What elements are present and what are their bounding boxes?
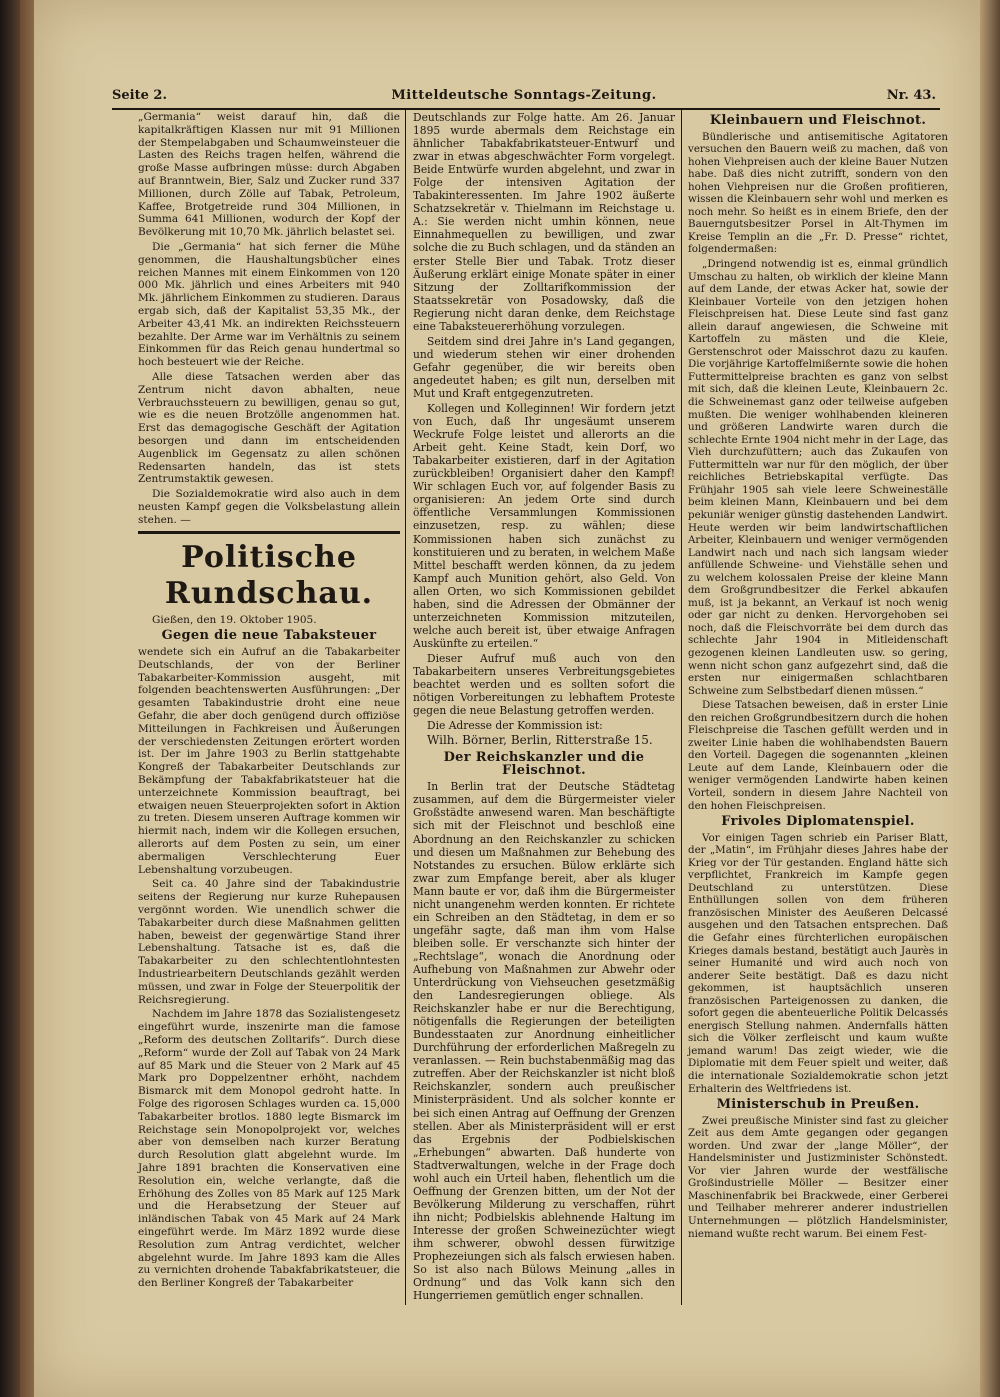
column-2	[413, 111, 675, 1304]
page-right-edge	[980, 0, 1000, 1397]
paragraph: „Germania“ weist darauf hin, daß die kapitalkräftigen Klassen nur mit 91 Millionen der Stempelabgaben und Schaumweinsteuer die Lasten des Reichs tragen helfen, während die große Masse aufbringen müsse: durch Abgaben auf Branntwein, Bier, Salz und Zucker rund 337 Millionen, durch Zölle auf Tabak, Petroleum, Kaffee, Brotgetreide rund 304 Millionen, in Summa 641 Millionen, wodurch der Kopf der Bevölkerung mit 10,70 Mk. jährlich belastet sei.	[138, 111, 400, 239]
column-1	[138, 111, 400, 1292]
page-header	[112, 88, 936, 108]
paragraph: Nachdem im Jahre 1878 das Sozialistengesetz eingeführt wurde, inszenirte man die famose „Reform des deutschen Zolltarifs“. Durch diese „Reform“ wurde der Zoll auf Tabak von 24 Mark auf 85 Mark und die Steuer von 2 Mark auf 45 Mark pro Doppelzentner erhöht, nachdem Bismarck mit dem Monopol gedroht hatte. In Folge des rigorosen Schlages wurden ca. 15,000 Tabakarbeiter brotlos. 1880 legte Bismarck im Reichstage sein Monopolprojekt vor, welches aber von demselben nach kurzer Beratung durch Resolution glatt abgelehnt wurde. Im Jahre 1891 brachten die Konservativen eine Resolution ein, welche verlangte, daß die Erhöhung des Zolles von 85 Mark auf 125 Mark und die Herabsetzung der Steuer auf inländischen Tabak von 45 Mark auf 24 Mark eingeführt werde. Im März 1892 wurde diese Resolution zum Antrag verdichtet, welcher abgelehnt wurde. Im Jahre 1893 kam die Alles zu vernichten drohende Tabakfabrikatsteuer, die den Berliner Kongreß der Tabakarbeiter	[138, 1008, 400, 1290]
paragraph: Bündlerische und antisemitische Agitatoren versuchen den Bauern weiß zu machen, daß von hohen Viehpreisen auch der kleine Bauer Nutzen habe. Daß dies nicht zutrifft, sondern von den hohen Viehpreisen nur die Großen profitieren, wissen die Kleinbauern sehr wohl und merken es noch mehr. So heißt es in einem Briefe, den der Bauerngutsbesitzer Porsel in Alt-Thymen im Kreise Templin an die „Fr. D. Presse“ richtet, folgendermaßen:	[688, 130, 948, 256]
paragraph: Die Sozialdemokratie wird also auch in dem neusten Kampf gegen die Volksbelastung allein stehen. —	[138, 488, 400, 526]
section-rule	[138, 531, 400, 534]
commission-address: Wilh. Börner, Berlin, Ritterstraße 15.	[427, 733, 653, 748]
paragraph: „Dringend notwendig ist es, einmal gründlich Umschau zu halten, ob wirklich der kleine Mann auf dem Lande, der etwas Acker hat, sowie der Kleinbauer Vorteile von den jetzigen hohen Fleischpreisen hat. Diese Leute sind fast ganz allein darauf angewiesen, die Schweine mit Kartoffeln zu mästen und die Kleie, Gerstenschrot oder Maisschrot dazu zu kaufen. Die vorjährige Kartoffelmißernte sowie die hohen Futtermittelpreise brachten es ganz von selbst mit sich, daß die kleinen Leute, Kleinbauern 2c. die Schweinemast ganz oder teilweise aufgeben mußten. Die weniger wohlhabenden kleineren und größeren Landwirte waren durch die schlechte Ernte 1904 nicht mehr in der Lage, das Vieh durchzufüttern; auch das Zukaufen von Futtermitteln war nur für den möglich, der über reichliches Betriebskapital verfügte. Das Frühjahr 1905 sah viele leere Schweineställe beim kleinen Mann, Kleinbauern und bei dem pekuniär weniger günstig dastehenden Landwirt. Heute werden wir beim landwirtschaftlichen Arbeiter, Kleinbauern und weniger vermögenden Landwirt nach und nach sich langsam wieder anfüllende Schweine- und Viehställe sehen und zu welchem kolossalen Preise der kleine Mann dem Großgrundbesitzer die Ferkel abkaufen muß, ist ja bekannt, an Verkauf ist noch wenig oder gar nicht zu denken. Hervorgehoben sei noch, daß die Fleischvorräte bei dem durch das schlechte Jahr 1904 in Mitleidenschaft gezogenen kleinen Landleuten usw. so gering, wenn nicht schon ganz aufgezehrt sind, daß die ersten nur einigermaßen schlachtbaren Schweine zum Selbstbedarf dienen müssen.“	[688, 258, 948, 697]
paragraph: Die Adresse der Kommission ist:	[427, 719, 603, 733]
issue-number: Nr. 43.	[886, 88, 936, 103]
column-divider-2	[681, 110, 682, 1305]
column-3	[688, 111, 948, 1242]
binding-edge	[20, 0, 34, 1397]
column-divider-1	[405, 110, 406, 1305]
dateline: Gießen, den 19. Oktober 1905.	[152, 613, 317, 626]
header-rule	[112, 108, 940, 110]
paragraph: In Berlin trat der Deutsche Städtetag zusammen, auf dem die Bürgermeister vieler Großstädte anwesend waren. Man beschäftigte sich mit der Fleischnot und beschloß eine Abordnung an den Reichskanzler zu schicken und diesen um Maßnahmen zur Behebung des Notstandes zu ersuchen. Bülow erklärte sich zwar zum Empfange bereit, aber als kluger Mann baute er vor, daß ihm die Bürgermeister nicht unangenehm werden konnten. Er richtete ein Schreiben an den Städtetag, in dem er so ungefähr sagte, daß man ihm vom Halse bleiben solle. Er verschanzte sich hinter der „Rechtslage“, wonach die Anordnung oder Aufhebung von Maßnahmen zur Abwehr oder Unterdrückung von Viehseuchen gesetzmäßig den Landesregierungen obliege. Als Reichskanzler habe er nur die Berechtigung, nötigenfalls die Regierungen der beteiligten Bundesstaaten zur Anordnung einheitlicher Durchführung der erforderlichen Maßregeln zu veranlassen. — Rein buchstabenmäßig mag das zutreffen. Aber der Reichskanzler ist nicht bloß Reichskanzler, sondern auch preußischer Ministerpräsident. Und als solcher konnte er bei sich einen Antrag auf Oeffnung der Grenzen stellen. Aber als Ministerpräsident will er erst das Ergebnis der Podbielskischen „Erhebungen“ abwarten. Daß hunderte von Stadtverwaltungen, welche in der Frage doch wohl auch ein Urteil haben, flehentlich um die Oeffnung der Grenzen bitten, um der Not der Bevölkerung Milderung zu verschaffen, rührt ihn nicht; Podbielskis ablehnende Haltung im Interesse der großen Schweinezüchter wiegt ihm schwerer, obwohl dessen fürwitzige Prophezeiungen sich als falsch erwiesen haben. So ist also nach Bülows Meinung „alles in Ordnung“ und das Volk kann sich den Hungerriemen gemütlich enger schnallen.	[413, 780, 675, 1303]
article-headline: Der Reichskanzler und die Fleischnot.	[443, 750, 645, 779]
paragraph: Seitdem sind drei Jahre in's Land gegangen, und wiederum stehen wir einer drohenden Gefahr gegenüber, die wir bereits oben angedeutet haben; es gilt nun, derselben mit Mut und Kraft entgegenzutreten.	[413, 334, 675, 400]
article-headline: Kleinbauern und Fleischnot.	[709, 113, 927, 128]
page-label: Seite 2.	[112, 88, 167, 103]
article-headline: Ministerschub in Preußen.	[716, 1097, 920, 1113]
book-binding	[0, 0, 20, 1397]
paragraph: Vor einigen Tagen schrieb ein Pariser Blatt, der „Matin“, im Frühjahr dieses Jahres habe der Krieg vor der Tür gestanden. England hätte sich verpflichtet, Frankreich im Kampfe gegen Deutschland zu unterstützen. Diese Enthüllungen sollen von dem früheren französischen Minister des Aeußeren Delcassé ausgehen und den Tatsachen entsprechen. Daß die Gefahr eines fürchterlichen europäischen Krieges damals bestand, bestätigt auch Jaurès in seiner Humanité und wird auch noch von anderer Seite bestätigt. Daß es dazu nicht gekommen, ist hauptsächlich unseren französischen Parteigenossen zu danken, die sofort gegen die abenteuerliche Politik Delcassés energisch Stellung nahmen. Andernfalls hätten sich die Völker zerfleischt und kaum wußte jemand warum! Das zeigt wieder, wie die Diplomatie mit dem Feuer spielt und weiter, daß die internationale Sozialdemokratie schon jetzt Erhalterin des Weltfriedens ist.	[688, 831, 948, 1095]
paragraph: Dieser Aufruf muß auch von den Tabakarbeitern unseres Verbreitungsgebietes beachtet werden und es sollten sofort die nötigen Vorbereitungen zu lebhaftem Proteste gegen die neue Belastung getroffen werden.	[413, 651, 675, 718]
paragraph: Deutschlands zur Folge hatte. Am 26. Januar 1895 wurde abermals dem Reichstage ein ähnlicher Tabakfabrikatsteuer-Entwurf und zwar in etwas abgeschwächter Form vorgelegt. Beide Entwürfe wurden abgelehnt, und zwar in Folge der intensiven Agitation der Tabakinteressenten. Im Jahre 1902 äußerte Schatzsekretär v. Thielmann im Reichstage u. A.: Sie werden nicht umhin können, neue Einnahmequellen zu bewilligen, und zwar solche die zu Buch schlagen, und da ständen an erster Stelle Bier und Tabak. Trotz dieser Äußerung erklärt einige Monate später in einer Sitzung der Zolltarifkommission der Staatssekretär von Posadowsky, daß die Regierung nicht daran denke, dem Reichstage eine Tabaksteuererhöhung vorzulegen.	[413, 111, 675, 333]
article-headline: Gegen die neue Tabaksteuer	[161, 628, 377, 644]
article-headline: Frivoles Diplomatenspiel.	[721, 814, 915, 830]
paragraph: wendete sich ein Aufruf an die Tabakarbeiter Deutschlands, der von der Berliner Tabakarbeiter-Kommission ausgeht, mit folgenden beachtenswerten Ausführungen: „Der gesamten Tabakindustrie droht eine neue Gefahr, die aber doch genügend durch offiziöse Mitteilungen in Fachkreisen und Äußerungen der verschiedensten Zeitungen erörtert worden ist. Der im Jahre 1903 zu Berlin stattgehabte Kongreß der Tabakarbeiter Deutschlands zur Bekämpfung der Tabakfabrikatsteuer hat die unterzeichnete Kommission beauftragt, bei etwaigen neuen Steuerprojekten sofort in Aktion zu treten. Diesem unseren Auftrage kommen wir hiermit nach, indem wir die Kollegen ersuchen, allerorts auf dem Posten zu sein, um einer abermaligen Verschlechterung Euer Lebenshaltung vorzubeugen.	[138, 646, 400, 876]
section-title: Politische Rundschau.	[164, 539, 374, 611]
paragraph: Alle diese Tatsachen werden aber das Zentrum nicht davon abhalten, neue Verbrauchssteuern zu bewilligen, genau so gut, wie es die neuen Brotzölle angenommen hat. Erst das demagogische Geschäft der Agitation besorgen und dann im entscheidenden Augenblick im Gegensatz zu allen schönen Redensarten handeln, das ist stets Zentrumstaktik gewesen.	[138, 370, 400, 486]
paragraph: Seit ca. 40 Jahre sind der Tabakindustrie seitens der Regierung nur kurze Ruhepausen vergönnt worden. Wie unendlich schwer die Tabakarbeiter durch diese Maßnahmen gelitten haben, beweist der gegenwärtige Stand ihrer Lebenshaltung. Tatsache ist es, daß die Tabakarbeiter zu den schlechtentlohntesten Industriearbeitern Deutschlands gezählt werden müssen, und zwar in Folge der Steuerpolitik der Reichsregierung.	[138, 878, 400, 1006]
paper-title: Mitteldeutsche Sonntags-Zeitung.	[391, 88, 657, 103]
paragraph: Diese Tatsachen beweisen, daß in erster Linie den reichen Großgrundbesitzern durch die hohen Fleischpreise die Taschen gefüllt werden und in zweiter Linie haben die wohlhabendsten Bauern den Vorteil. Dagegen die sogenannten „kleinen Leute auf dem Lande, Kleinbauern oder die weniger vermögenden Landwirte haben keinen Vorteil, sondern in diesem Jahre Nachteil von den hohen Fleischpreisen.	[688, 699, 948, 812]
paragraph: Kollegen und Kolleginnen! Wir fordern jetzt von Euch, daß Ihr ungesäumt unserem Weckrufe Folge leistet und allerorts an die Arbeit geht. Keine Stadt, kein Dorf, wo Tabakarbeiter existieren, darf in der Agitation zurückbleiben! Organisiert daher den Kampf! Wir schlagen Euch vor, auf folgender Basis zu organisieren: An jedem Orte sind durch öffentliche Versammlungen Kommissionen einzusetzen, resp. zu wählen; diese Kommissionen haben sich zunächst zu konstituieren und zu beraten, in welchem Maße Mittel beschafft werden können, da zu jedem Kampf auch Munition gehört, also Geld. Von allen Orten, wo sich Kommissionen gebildet haben, sind die Adressen der Obmänner der unterzeichneten Kommission mitzuteilen, welche auch bereit ist, über etwaige Anfragen Auskünfte zu erteilen.“	[413, 402, 675, 650]
paragraph: Zwei preußische Minister sind fast zu gleicher Zeit aus dem Amte gegangen oder gegangen worden. Und zwar der „lange Möller“, der Handelsminister und Justizminister Schönstedt. Vor vier Jahren wurde der westfälische Großindustrielle Möller — Besitzer einer Maschinenfabrik bei Brackwede, einer Gerberei und Teilhaber mehrerer anderer industriellen Unternehmungen — plötzlich Handelsminister, niemand wußte recht warum. Bei einem Fest-	[688, 1114, 948, 1240]
paragraph: Die „Germania“ hat sich ferner die Mühe genommen, die Haushaltungsbücher eines reichen Mannes mit einem Einkommen von 120 000 Mk. jährlich und eines Arbeiters mit 940 Mk. jährlichem Einkommen zu studieren. Daraus ergab sich, daß der Kapitalist 53,35 Mk., der Arbeiter 43,41 Mk. an indirekten Reichssteuern bezahlte. Der Arme war im Verhältnis zu seinem Einkommen für das Reich genau hundertmal so hoch besteuert wie der Reiche.	[138, 240, 400, 369]
